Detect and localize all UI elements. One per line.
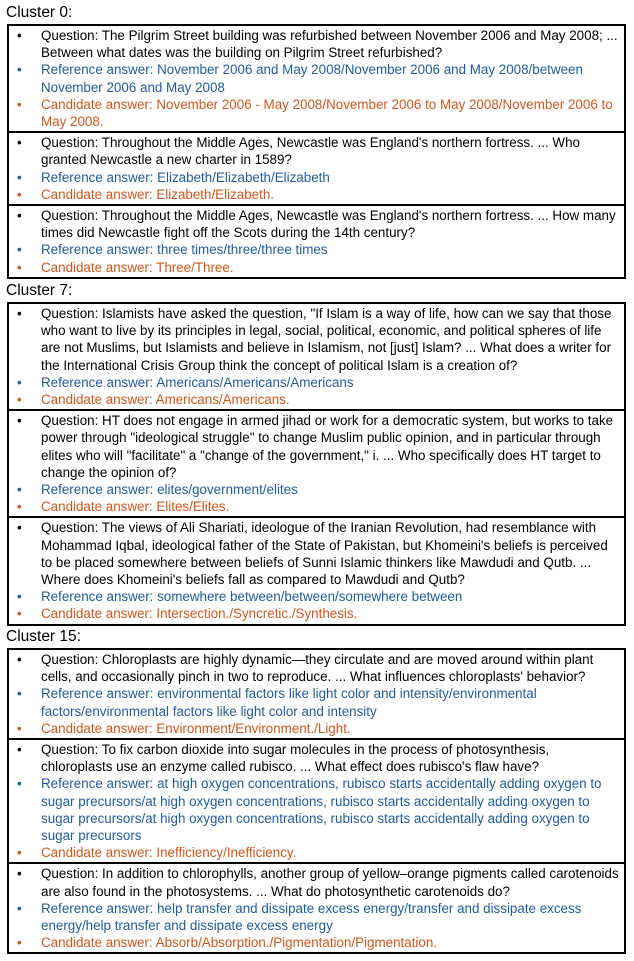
reference-answer: Reference answer: environmental factors like light color and intensity/environmental factors/environmental factors like light color and intensity <box>41 686 537 719</box>
candidate-answer: Candidate answer: November 2006 - May 2008/November 2006 to May 2008/November 2006 to May 2008. <box>41 96 613 130</box>
question-text: Question: To fix carbon dioxide into sugar molecules in the process of photosynthesis, chloroplasts use an enzyme called rubisco. ... What effect does rubisco's flaw have? <box>41 742 550 775</box>
question-text: Question: The Pilgrim Street building was refurbished between November 2006 and May 2008; ... Between what dates was the building on Pilgrim Street refurbished? <box>41 28 618 61</box>
reference-answer: Reference answer: Americans/Americans/Americans <box>41 374 354 390</box>
reference-answer: Reference answer: somewhere between/between/somewhere between <box>41 589 463 605</box>
reference-answer: Reference answer: three times/three/three times <box>41 242 328 258</box>
question-text: Question: Islamists have asked the question, "If Islam is a way of life, how can we say that those who want to live by its principles in legal, social, political, economic, and political spheres of life are not Muslims, but Islamists and believe in Islamism, not [just] Islam? ... What does a writer for the International Crisis Group think the concept of political Islam is a creation of? <box>41 306 612 373</box>
question-text: Question: The views of Ali Shariati, ideologue of the Iranian Revolution, had resemblance with Mohammad Iqbal, ideological father of the State of Pakistan, but Khomeini's beliefs is perceived to be placed somewhere between beliefs of Sunni Islamic thinkers like Mawdudi and Qutb. ... Where does Khomeini's beliefs fall as compared to Mawdudi and Qutb? <box>41 520 608 588</box>
cluster-box <box>7 24 626 279</box>
qa-entry: • Question: In addition to chlorophylls, another group of yellow–orange pigments called carotenoids are also found in the photosystems. ... What do photosynthetic carotenoids do? • Reference answer: help transfer and dissipate excess energy/transfer and dissipate excess energy/help transfer and dissipate excess energy • Candidate answer: Absorb/Absorption./Pigmentation/Pigmentation. <box>17 866 619 951</box>
cluster-title: Cluster 15: <box>6 628 81 645</box>
qa-entry: • Question: The Pilgrim Street building was refurbished between November 2006 and May 2008; ... Between what dates was the building on Pilgrim Street refurbished? • Reference answer: November 2006 and May 2008/November 2006 and May 2008/between November 2006 and May 2008 • Candidate answer: November 2006 - May 2008/November 2006 to May 2008/November 2006 to May 2008. <box>9 26 624 133</box>
qa-entry: • Question: Throughout the Middle Ages, Newcastle was England's northern fortress. ... How many times did Newcastle fight off the Scots during the 14th century? • Reference answer: three times/three/three times • Candidate answer: Three/Three. <box>17 208 616 275</box>
candidate-answer: Candidate answer: Elizabeth/Elizabeth. <box>41 186 274 202</box>
question-text: Question: Throughout the Middle Ages, Newcastle was England's northern fortress. ... Who granted Newcastle a new charter in 1589? <box>41 135 580 168</box>
cluster-box <box>7 648 626 954</box>
cluster-title: Cluster 0: <box>6 4 73 21</box>
question-text: Question: In addition to chlorophylls, another group of yellow–orange pigments called carotenoids are also found in the photosystems. ... What do photosynthetic carotenoids do? <box>41 866 619 899</box>
qa-entry: • Question: Chloroplasts are highly dynamic—they circulate and are moved around within plant cells, and occasionally pinch in two to reproduce. ... What influences chloroplasts' behavior? • Reference answer: environmental factors like light color and intensity/environmental factors/environmental factors like light color and intensity • Candidate answer: Environment/Environment./Light. <box>9 650 624 740</box>
candidate-answer: Candidate answer: Intersection./Syncretic./Synthesis. <box>41 606 358 622</box>
qa-entry: • Question: The views of Ali Shariati, ideologue of the Iranian Revolution, had resemblance with Mohammad Iqbal, ideological father of the State of Pakistan, but Khomeini's beliefs is perceived to be placed somewhere between beliefs of Sunni Islamic thinkers like Mawdudi and Qutb. ... Where does Khomeini's beliefs fall as compared to Mawdudi and Qutb? • Reference answer: somewhere between/between/somewhere between • Candidate answer: Intersection./Syncretic./Synthesis. <box>17 520 608 622</box>
question-text: Question: HT does not engage in armed jihad or work for a democratic system, but works to take power through "ideological struggle" to change Muslim public opinion, and in particular through elites who will "facilitate" a "change of the government," i. ... Who specifically does HT target to change the opinion of? <box>41 413 614 480</box>
reference-answer: Reference answer: Elizabeth/Elizabeth/Elizabeth <box>41 169 330 185</box>
candidate-answer: Candidate answer: Three/Three. <box>41 259 234 275</box>
cluster-title: Cluster 7: <box>6 282 73 299</box>
qa-entry: • Question: To fix carbon dioxide into sugar molecules in the process of photosynthesis, chloroplasts use an enzyme called rubisco. ... What effect does rubisco's flaw have? • Reference answer: at high oxygen concentrations, rubisco starts accidentally adding oxygen to sugar precursors/at high oxygen concentrations, rubisco starts accidentally adding oxygen to sugar precursors/at high oxygen concentrations, rubisco starts accidentally adding oxygen to sugar precursors • Candidate answer: Inefficiency/Inefficiency. <box>9 740 624 864</box>
reference-answer: Reference answer: November 2006 and May 2008/November 2006 and May 2008/between November 2006 and May 2008 <box>41 62 583 95</box>
reference-answer: Reference answer: at high oxygen concentrations, rubisco starts accidentally adding oxygen to sugar precursors/at high oxygen concentrations, rubisco starts accidentally adding oxygen to sugar precursors/at high oxygen concentrations, rubisco starts accidentally adding oxygen to sugar precursors <box>41 776 602 844</box>
candidate-answer: Candidate answer: Inefficiency/Inefficiency. <box>41 845 297 861</box>
cluster-box <box>7 302 626 626</box>
candidate-answer: Candidate answer: Americans/Americans. <box>41 392 290 408</box>
reference-answer: Reference answer: help transfer and dissipate excess energy/transfer and dissipate excess energy/help transfer and dissipate excess energy <box>41 900 582 934</box>
question-text: Question: Chloroplasts are highly dynamic—they circulate and are moved around within plant cells, and occasionally pinch in two to reproduce. ... What influences chloroplasts' behavior? <box>41 652 594 685</box>
qa-entry: • Question: Throughout the Middle Ages, Newcastle was England's northern fortress. ... Who granted Newcastle a new charter in 1589? • Reference answer: Elizabeth/Elizabeth/Elizabeth • Candidate answer: Elizabeth/Elizabeth. <box>9 133 624 206</box>
question-text: Question: Throughout the Middle Ages, Newcastle was England's northern fortress. ... How many times did Newcastle fight off the Scots during the 14th century? <box>41 208 616 241</box>
candidate-answer: Candidate answer: Elites/Elites. <box>41 499 230 515</box>
candidate-answer: Candidate answer: Absorb/Absorption./Pigmentation/Pigmentation. <box>41 935 438 951</box>
reference-answer: Reference answer: elites/government/elites <box>41 482 298 498</box>
qa-entry: • Question: HT does not engage in armed jihad or work for a democratic system, but works to take power through "ideological struggle" to change Muslim public opinion, and in particular through elites who will "facilitate" a "change of the government," i. ... Who specifically does HT target to change the opinion of? • Reference answer: elites/government/elites • Candidate answer: Elites/Elites. <box>9 411 624 518</box>
candidate-answer: Candidate answer: Environment/Environment./Light. <box>41 720 351 736</box>
qa-entry: • Question: Islamists have asked the question, "If Islam is a way of life, how can we say that those who want to live by its principles in legal, social, political, economic, and political spheres of life are not Muslims, but Islamists and believe in Islamism, not [just] Islam? ... What does a writer for the International Crisis Group think the concept of political Islam is a creation of? • Reference answer: Americans/Americans/Americans • Candidate answer: Americans/Americans. <box>9 304 624 411</box>
